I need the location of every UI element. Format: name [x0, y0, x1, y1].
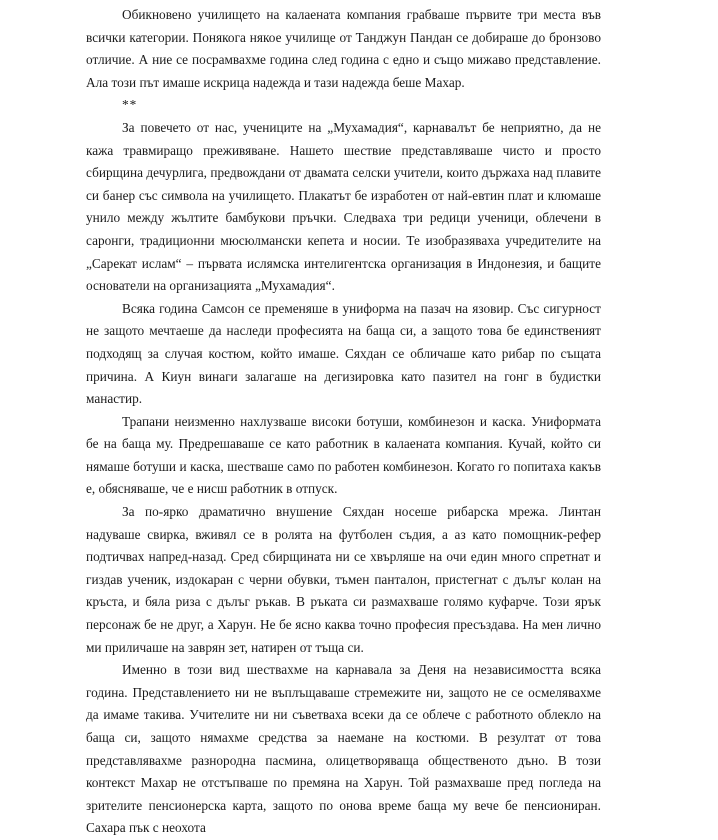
section-separator: ** [122, 97, 138, 113]
paragraph: Всяка година Самсон се пременяше в униформа на пазач на язовир. Със сигурност не защото мечтаеше да наследи професията на баща си, а защото това бе единственият подходящ за случая костюм, който имаше. Сяхдан се обличаше като рибар по същата причина. А Киун винаги залагаше на дегизировка като пазител на гонг в будистки манастир. [86, 300, 601, 407]
paragraph: Трапани неизменно нахлузваше високи ботуши, комбинезон и каска. Униформата бе на баща му. Предрешаваше се като работник в калаената компания. Кучай, който си нямаше ботуши и каска, шестваше само по работен комбинезон. Когато го попитаха какъв е, обясняваше, че е нисш работник в отпуск. [86, 413, 601, 497]
paragraph: За по-ярко драматично внушение Сяхдан носеше рибарска мрежа. Линтан надуваше свирка, вживял се в ролята на футболен съдия, а аз като помощник-рефер подтичвах напред-назад. Сред сбирщината ни се хвърляше на очи един много спретнат и гиздав ученик, издокаран с черни обувки, тъмен панталон, пристегнат с дълъг колан на кръста, и бяла риза с дълъг ръкав. В ръката си размахваше голямо куфарче. Този ярък персонаж бе не друг, а Харун. Не бе ясно каква точно професия пресъздава. На мен лично ми приличаше на заврян зет, натирен от тъща си. [86, 504, 601, 655]
paragraph: Именно в този вид шествахме на карнавала за Деня на независимостта всяка година. Представлението ни не въплъщаваше стремежите ни, защото не се осмелявахме да имаме такива. Учителите ни ни съветваха всеки да се облече с работното облекло на баща си, защото нямахме средства за наемане на костюми. В резултат от това представлявахме разнородна пасмина, олицетворяваща общественото дъно. В този контекст Махар не отстъпваше по премяна на Харун. Той размахваше пред погледа на зрителите пенсионерска карта, защото по онова време баща му вече бе пенсиониран. Сахара пък с неохота [86, 662, 601, 836]
paragraph: За повечето от нас, учениците на „Мухамадия“, карнавалът бе неприятно, да не кажа травмиращо преживяване. Нашето шествие представляваше чисто и просто сбирщина дечурлига, предвождани от двамата селски учители, които държаха над плавите си банер със символа на училището. Плакатът бе изработен от най-евтин плат и клюмаше унило между жълтите бамбукови пръчки. Следваха три редици ученици, облечени в саронги, традиционни мюсюлмански кепета и носии. Те изобразяваха учредителите на „Сарекат ислам“ – първата ислямска интелигентска организация в Индонезия, и бащите основатели на организацията „Мухамадия“. [86, 119, 601, 294]
document-page [86, 0, 601, 840]
paragraph: Обикновено училището на калаената компания грабваше първите три места във всички категории. Понякога някое училище от Танджун Пандан се добираше до бронзово отличие. А ние се посрамвахме година след година с едно и също мижаво представление. Ала този път имаше искрица надежда и тази надежда беше Махар. [86, 7, 601, 90]
